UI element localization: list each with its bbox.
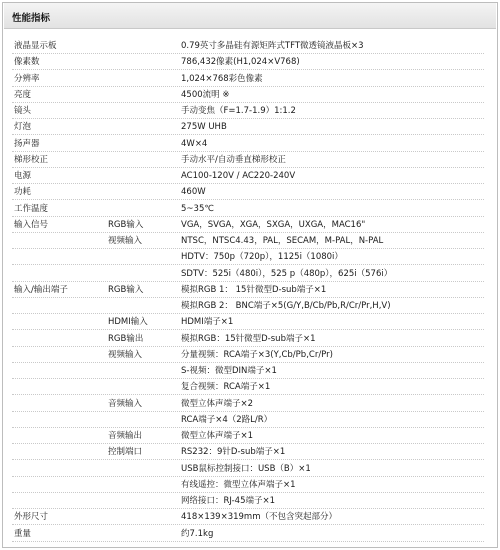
spec-value: 模拟RGB：15针微型D-sub端子×1 (181, 333, 316, 344)
spec-value: AC100-120V / AC220-240V (181, 171, 296, 181)
spec-value: 约7.1kg (181, 528, 214, 539)
spec-value: 模拟RGB 1： 15针微型D-sub端子×1 (181, 284, 327, 295)
spec-label: 像素数 (14, 57, 40, 68)
table-row (12, 87, 484, 103)
spec-label: 工作温度 (14, 203, 49, 214)
table-row (12, 168, 484, 184)
table-row (12, 477, 484, 493)
spec-value: 275W UHB (181, 122, 227, 133)
spec-value: 4W×4 (181, 138, 208, 149)
table-row (12, 444, 484, 460)
spec-value: VGA，SVGA，XGA，SXGA，UXGA，MAC16" (181, 219, 366, 230)
spec-label: 液晶显示板 (14, 41, 57, 51)
spec-value: RCA端子×4（2路L/R） (181, 414, 273, 425)
spec-sublabel: 控制端口 (108, 447, 143, 458)
spec-value: 786,432像素(H1,024×V768) (181, 57, 300, 68)
spec-value: 分量视频：RCA端子×3(Y,Cb/Pb,Cr/Pr) (181, 349, 333, 360)
spec-label: 扬声器 (14, 138, 40, 149)
spec-value: 418×139×319mm（不包含突起部分） (181, 512, 337, 523)
table-row (12, 347, 484, 363)
spec-sublabel: HDMI输入 (108, 317, 148, 328)
table-row (12, 103, 484, 119)
spec-sublabel: 视频输入 (108, 236, 143, 246)
table-row (12, 217, 484, 233)
spec-value: HDMI端子×1 (181, 317, 234, 328)
table-row (12, 201, 484, 217)
spec-value: 有线遥控：微型立体声端子×1 (181, 479, 296, 490)
spec-value: 模拟RGB 2： BNC端子×5(G/Y,B/Cb/Pb,R/Cr/Pr,H,V) (181, 301, 391, 311)
table-row (12, 54, 484, 70)
table-row (12, 379, 484, 395)
table-row (12, 363, 484, 379)
spec-label: 分辨率 (14, 73, 40, 84)
spec-sublabel: 视频输入 (108, 349, 143, 360)
page-title: 性能指标 (12, 13, 51, 24)
table-row (12, 526, 484, 542)
spec-value: 1,024×768彩色像素 (181, 73, 263, 84)
spec-value: HDTV：750p（720p），1125i（1080i） (181, 252, 343, 263)
spec-value: S-视频：微型DIN端子×1 (181, 366, 277, 376)
table-row (12, 249, 484, 265)
spec-value: 微型立体声端子×2 (181, 398, 254, 409)
spec-value: 5~35℃ (181, 203, 214, 214)
spec-label: 外形尺寸 (14, 512, 49, 523)
spec-sublabel: 音频输入 (108, 398, 143, 409)
spec-value: 4500流明 ※ (181, 89, 230, 100)
spec-value: RS232：9针D-sub端子×1 (181, 447, 286, 458)
spec-value: SDTV：525i（480i），525 p（480p），625i（576i） (181, 268, 393, 279)
spec-sublabel: RGB输入 (108, 284, 144, 295)
table-row (12, 314, 484, 330)
spec-sublabel: RGB输入 (108, 219, 144, 230)
spec-value: 网络接口：RJ-45端子×1 (181, 496, 276, 506)
table-row (12, 152, 484, 168)
table-row (12, 493, 484, 509)
table-row (12, 233, 484, 249)
table-row (12, 119, 484, 135)
spec-value: 复合视频：RCA端子×1 (181, 382, 271, 393)
table-row (12, 136, 484, 152)
spec-value: 0.79英寸多晶硅有源矩阵式TFT微透镜液晶板×3 (181, 41, 364, 51)
spec-value: 手动水平/自动垂直梯形校正 (181, 154, 286, 165)
spec-label: 电源 (14, 171, 32, 181)
table-row (12, 509, 484, 525)
spec-sublabel: RGB输出 (108, 333, 144, 344)
table-row (12, 298, 484, 314)
spec-label: 重量 (14, 528, 32, 539)
table-row (12, 331, 484, 347)
spec-value: 460W (181, 187, 206, 198)
spec-label: 镜头 (14, 106, 32, 116)
spec-label: 灯泡 (14, 122, 32, 133)
spec-label: 输入信号 (14, 219, 49, 230)
table-row (12, 71, 484, 87)
table-row (12, 412, 484, 428)
table-row (12, 184, 484, 200)
spec-value: USB鼠标控制接口：USB（B）×1 (181, 463, 311, 474)
spec-value: 微型立体声端子×1 (181, 431, 254, 441)
spec-label: 亮度 (14, 89, 32, 100)
table-row (12, 396, 484, 412)
table-row (12, 428, 484, 444)
table-row (12, 282, 484, 298)
spec-value: NTSC，NTSC4.43，PAL，SECAM，M-PAL，N-PAL (181, 236, 384, 246)
spec-label: 功耗 (14, 187, 32, 198)
spec-label: 梯形校正 (14, 154, 49, 165)
spec-label: 输入/输出端子 (14, 284, 68, 295)
table-row (12, 266, 484, 282)
table-row (12, 461, 484, 477)
spec-value: 手动变焦（F=1.7-1.9）1:1.2 (181, 106, 296, 116)
panel-header (4, 3, 496, 29)
spec-sublabel: 音频输出 (108, 431, 143, 441)
table-row (12, 38, 484, 54)
